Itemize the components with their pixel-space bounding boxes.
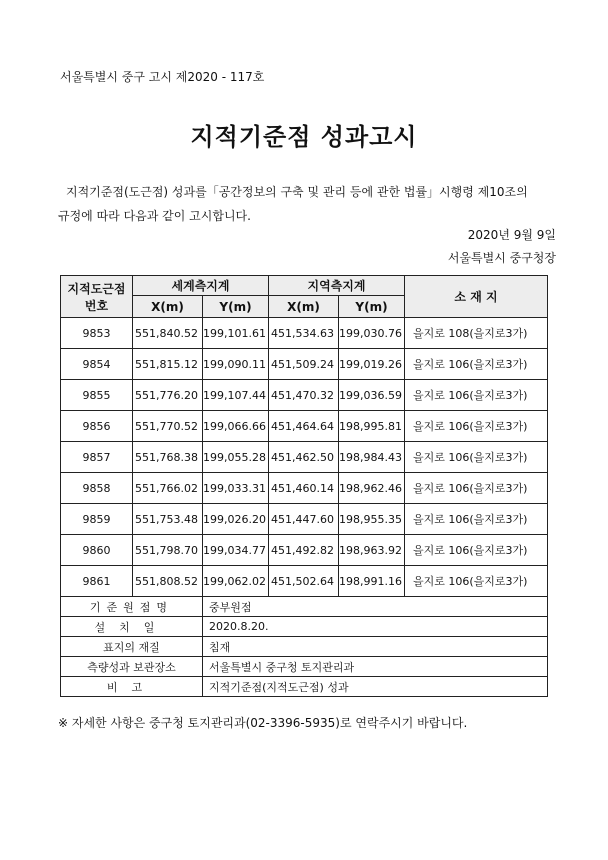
regional-x-cell: 451,460.14 bbox=[269, 473, 339, 504]
world-y-cell: 199,055.28 bbox=[203, 442, 269, 473]
regional-y-cell: 198,995.81 bbox=[339, 411, 405, 442]
regional-y-cell: 198,963.92 bbox=[339, 535, 405, 566]
regional-y-cell: 198,955.35 bbox=[339, 504, 405, 535]
regional-y-cell: 199,030.76 bbox=[339, 318, 405, 349]
table-row bbox=[61, 349, 548, 380]
notice-date: 2020년 9월 9일 bbox=[467, 228, 556, 242]
info-label-cell: 측량성과 보관장소 bbox=[61, 657, 203, 677]
world-x-cell: 551,840.52 bbox=[133, 318, 203, 349]
world-y-cell: 199,033.31 bbox=[203, 473, 269, 504]
point-number-cell: 9858 bbox=[61, 473, 133, 504]
header-location: 소 재 지 bbox=[405, 276, 548, 318]
world-y-cell: 199,101.61 bbox=[203, 318, 269, 349]
world-x-cell: 551,798.70 bbox=[133, 535, 203, 566]
page-title: 지적기준점 성과고시 bbox=[190, 123, 418, 151]
info-row bbox=[61, 637, 548, 657]
regional-x-cell: 451,502.64 bbox=[269, 566, 339, 597]
info-empty-cell bbox=[405, 657, 548, 677]
regional-y-cell: 198,984.43 bbox=[339, 442, 405, 473]
world-y-cell: 199,066.66 bbox=[203, 411, 269, 442]
header-world-y: Y(m) bbox=[203, 296, 269, 318]
world-x-cell: 551,815.12 bbox=[133, 349, 203, 380]
world-y-cell: 199,034.77 bbox=[203, 535, 269, 566]
table-row bbox=[61, 535, 548, 566]
header-regional-geodetic: 지역측지계 bbox=[269, 276, 405, 296]
table-row bbox=[61, 380, 548, 411]
info-row bbox=[61, 617, 548, 637]
info-row bbox=[61, 657, 548, 677]
point-number-cell: 9856 bbox=[61, 411, 133, 442]
info-empty-cell bbox=[405, 617, 548, 637]
table-row bbox=[61, 566, 548, 597]
location-cell: 을지로 106(을지로3가) bbox=[405, 566, 548, 597]
location-cell: 을지로 106(을지로3가) bbox=[405, 473, 548, 504]
regional-x-cell: 451,447.60 bbox=[269, 504, 339, 535]
info-label-cell: 표지의 재질 bbox=[61, 637, 203, 657]
regional-y-cell: 198,962.46 bbox=[339, 473, 405, 504]
location-cell: 을지로 106(을지로3가) bbox=[405, 349, 548, 380]
regional-x-cell: 451,470.32 bbox=[269, 380, 339, 411]
info-rows bbox=[61, 597, 548, 697]
regional-x-cell: 451,492.82 bbox=[269, 535, 339, 566]
point-number-cell: 9853 bbox=[61, 318, 133, 349]
info-row bbox=[61, 677, 548, 697]
world-x-cell: 551,808.52 bbox=[133, 566, 203, 597]
notice-body-line-1: 지적기준점(도근점) 성과를「공간정보의 구축 및 관리 등에 관한 법률」시행령 제10조의 bbox=[66, 185, 528, 199]
info-empty-cell bbox=[405, 597, 548, 617]
info-empty-cell bbox=[405, 677, 548, 697]
info-value-cell: 침재 bbox=[203, 637, 405, 657]
point-number-cell: 9859 bbox=[61, 504, 133, 535]
world-y-cell: 199,026.20 bbox=[203, 504, 269, 535]
notice-issuer: 서울특별시 중구청장 bbox=[447, 251, 556, 265]
notice-body-line-2: 규정에 따라 다음과 같이 고시합니다. bbox=[58, 209, 251, 223]
survey-results-table bbox=[60, 275, 548, 697]
point-number-cell: 9855 bbox=[61, 380, 133, 411]
regional-x-cell: 451,462.50 bbox=[269, 442, 339, 473]
point-number-cell: 9857 bbox=[61, 442, 133, 473]
regional-x-cell: 451,464.64 bbox=[269, 411, 339, 442]
table-row bbox=[61, 473, 548, 504]
world-x-cell: 551,770.52 bbox=[133, 411, 203, 442]
regional-x-cell: 451,534.63 bbox=[269, 318, 339, 349]
world-y-cell: 199,107.44 bbox=[203, 380, 269, 411]
point-rows bbox=[61, 318, 548, 597]
info-value-cell: 지적기준점(지적도근점) 성과 bbox=[203, 677, 405, 697]
location-cell: 을지로 106(을지로3가) bbox=[405, 380, 548, 411]
notice-reference: 서울특별시 중구 고시 제2020 - 117호 bbox=[60, 70, 265, 84]
info-row bbox=[61, 597, 548, 617]
header-world-x: X(m) bbox=[133, 296, 203, 318]
world-x-cell: 551,768.38 bbox=[133, 442, 203, 473]
world-y-cell: 199,090.11 bbox=[203, 349, 269, 380]
location-cell: 을지로 106(을지로3가) bbox=[405, 442, 548, 473]
world-y-cell: 199,062.02 bbox=[203, 566, 269, 597]
notice-body bbox=[58, 180, 558, 228]
header-world-geodetic: 세계측지계 bbox=[133, 276, 269, 296]
location-cell: 을지로 106(을지로3가) bbox=[405, 504, 548, 535]
header-point-number: 지적도근점 번호 bbox=[61, 276, 133, 318]
info-label-cell: 설치일 bbox=[61, 617, 203, 637]
regional-x-cell: 451,509.24 bbox=[269, 349, 339, 380]
location-cell: 을지로 106(을지로3가) bbox=[405, 535, 548, 566]
table-row bbox=[61, 318, 548, 349]
point-number-cell: 9860 bbox=[61, 535, 133, 566]
header-regional-x: X(m) bbox=[269, 296, 339, 318]
regional-y-cell: 199,036.59 bbox=[339, 380, 405, 411]
info-label-cell: 비고 bbox=[61, 677, 203, 697]
location-cell: 을지로 106(을지로3가) bbox=[405, 411, 548, 442]
regional-y-cell: 199,019.26 bbox=[339, 349, 405, 380]
point-number-cell: 9854 bbox=[61, 349, 133, 380]
world-x-cell: 551,776.20 bbox=[133, 380, 203, 411]
table-row bbox=[61, 411, 548, 442]
regional-y-cell: 198,991.16 bbox=[339, 566, 405, 597]
contact-note: ※ 자세한 사항은 중구청 토지관리과(02-3396-5935)로 연락주시기 바랍니다. bbox=[58, 716, 468, 730]
table-row bbox=[61, 442, 548, 473]
info-value-cell: 서울특별시 중구청 토지관리과 bbox=[203, 657, 405, 677]
info-value-cell: 중부원점 bbox=[203, 597, 405, 617]
world-x-cell: 551,753.48 bbox=[133, 504, 203, 535]
info-value-cell: 2020.8.20. bbox=[203, 617, 405, 637]
world-x-cell: 551,766.02 bbox=[133, 473, 203, 504]
header-regional-y: Y(m) bbox=[339, 296, 405, 318]
location-cell: 을지로 108(을지로3가) bbox=[405, 318, 548, 349]
table-row bbox=[61, 504, 548, 535]
point-number-cell: 9861 bbox=[61, 566, 133, 597]
info-empty-cell bbox=[405, 637, 548, 657]
info-label-cell: 기준원점명 bbox=[61, 597, 203, 617]
